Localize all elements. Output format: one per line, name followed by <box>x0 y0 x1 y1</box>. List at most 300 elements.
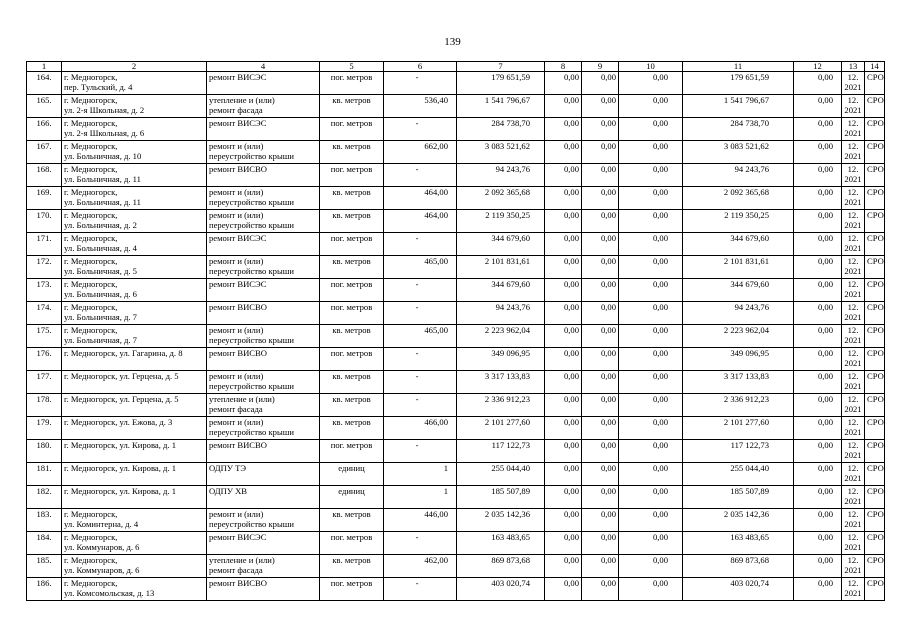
deadline-cell-text: 12. <box>847 210 859 220</box>
col10-cell-text: 0,00 <box>652 578 668 588</box>
volume-cell <box>384 187 457 210</box>
method-cell <box>865 72 885 95</box>
deadline-cell-text: 12. <box>847 95 859 105</box>
method-cell-text: СРО <box>867 118 884 128</box>
total-cost-cell-text: 2 223 962,04 <box>484 325 530 335</box>
work-type-cell-text: утепление и (или) <box>209 95 275 105</box>
unit-cell <box>320 72 384 95</box>
col12-cell-text: 0,00 <box>817 348 833 358</box>
col8-cell <box>545 72 582 95</box>
method-cell <box>865 164 885 187</box>
row-number-text: 170. <box>36 210 52 220</box>
method-cell-text: СРО <box>867 348 884 358</box>
col12-cell <box>794 578 842 601</box>
row-number <box>27 509 62 532</box>
column-header-1: 1 <box>27 62 62 72</box>
total-cost-cell <box>457 141 545 164</box>
col11-cell <box>683 302 794 325</box>
col8-cell <box>545 371 582 394</box>
address-cell <box>62 463 207 486</box>
work-type-cell-text: ремонт фасада <box>209 404 263 414</box>
col8-cell-text: 0,00 <box>563 164 579 174</box>
col9-cell <box>582 417 619 440</box>
row-number-text: 175. <box>36 325 52 335</box>
work-type-cell <box>207 417 320 440</box>
col9-cell-text: 0,00 <box>600 463 616 473</box>
deadline-cell <box>842 72 865 95</box>
unit-cell <box>320 348 384 371</box>
deadline-cell <box>842 555 865 578</box>
volume-cell <box>384 348 457 371</box>
deadline-cell-text: 12. <box>847 417 859 427</box>
deadline-cell-text: 2021 <box>844 243 862 253</box>
row-number <box>27 371 62 394</box>
col9-cell <box>582 532 619 555</box>
column-header-6: 6 <box>384 62 457 72</box>
volume-cell <box>384 578 457 601</box>
volume-cell <box>384 509 457 532</box>
method-cell-text: СРО <box>867 486 884 496</box>
col11-cell <box>683 417 794 440</box>
column-header-14: 14 <box>865 62 885 72</box>
unit-cell-text: пог. метров <box>330 578 373 588</box>
address-cell <box>62 394 207 417</box>
work-type-cell <box>207 279 320 302</box>
address-cell-text: ул. Коммунаров, д. 6 <box>64 565 140 575</box>
address-cell-text: ул. Больничная, д. 4 <box>64 243 137 253</box>
col10-cell-text: 0,00 <box>652 486 668 496</box>
volume-cell <box>384 555 457 578</box>
col12-cell <box>794 348 842 371</box>
deadline-cell-text: 2021 <box>844 128 862 138</box>
volume-cell <box>384 95 457 118</box>
method-cell <box>865 233 885 256</box>
col9-cell-text: 0,00 <box>600 233 616 243</box>
address-cell-text: ул. Больничная, д. 11 <box>64 197 141 207</box>
col10-cell-text: 0,00 <box>652 371 668 381</box>
table-row <box>27 394 885 417</box>
col10-cell <box>619 578 683 601</box>
address-cell <box>62 532 207 555</box>
total-cost-cell <box>457 532 545 555</box>
address-cell-text: ул. Больничная, д. 7 <box>64 312 137 322</box>
work-type-cell-text: переустройство крыши <box>209 381 294 391</box>
col12-cell <box>794 394 842 417</box>
col12-cell-text: 0,00 <box>817 302 833 312</box>
deadline-cell-text: 12. <box>847 371 859 381</box>
deadline-cell <box>842 141 865 164</box>
method-cell-text: СРО <box>867 95 884 105</box>
col10-cell-text: 0,00 <box>652 325 668 335</box>
work-type-cell <box>207 463 320 486</box>
unit-cell-text: кв. метров <box>332 187 371 197</box>
volume-cell-text: 1 <box>443 463 448 473</box>
col9-cell-text: 0,00 <box>600 210 616 220</box>
col10-cell-text: 0,00 <box>652 279 668 289</box>
work-type-cell-text: переустройство крыши <box>209 335 294 345</box>
col12-cell <box>794 486 842 509</box>
unit-cell-text: кв. метров <box>332 555 371 565</box>
method-cell <box>865 440 885 463</box>
address-cell-text: г. Медногорск, <box>64 95 118 105</box>
deadline-cell-text: 12. <box>847 118 859 128</box>
address-cell <box>62 72 207 95</box>
col11-cell <box>683 233 794 256</box>
work-type-cell <box>207 72 320 95</box>
table-row <box>27 348 885 371</box>
address-cell-text: ул. 2-я Школьная, д. 6 <box>64 128 145 138</box>
deadline-cell-text: 12. <box>847 532 859 542</box>
work-type-cell <box>207 486 320 509</box>
row-number-text: 185. <box>36 555 52 565</box>
work-type-cell <box>207 233 320 256</box>
row-number <box>27 578 62 601</box>
table-row <box>27 95 885 118</box>
page-number: 139 <box>444 36 461 48</box>
col10-cell <box>619 210 683 233</box>
col8-cell-text: 0,00 <box>563 72 579 82</box>
unit-cell-text: пог. метров <box>330 440 373 450</box>
col8-cell <box>545 486 582 509</box>
col12-cell-text: 0,00 <box>817 463 833 473</box>
col9-cell-text: 0,00 <box>600 555 616 565</box>
col8-cell <box>545 394 582 417</box>
address-cell-text: ул. 2-я Школьная, д. 2 <box>64 105 145 115</box>
address-cell-text: г. Медногорск, <box>64 302 118 312</box>
col8-cell-text: 0,00 <box>563 532 579 542</box>
col12-cell-text: 0,00 <box>817 578 833 588</box>
col10-cell-text: 0,00 <box>652 394 668 404</box>
method-cell <box>865 532 885 555</box>
total-cost-cell-text: 869 873,68 <box>491 555 530 565</box>
method-cell <box>865 302 885 325</box>
col9-cell <box>582 187 619 210</box>
col9-cell <box>582 463 619 486</box>
total-cost-cell-text: 185 507,89 <box>491 486 530 496</box>
method-cell <box>865 509 885 532</box>
col12-cell <box>794 417 842 440</box>
method-cell-text: СРО <box>867 302 884 312</box>
address-cell-text: г. Медногорск, <box>64 187 118 197</box>
col12-cell-text: 0,00 <box>817 118 833 128</box>
total-cost-cell <box>457 325 545 348</box>
col12-cell <box>794 233 842 256</box>
volume-cell-text: 462,00 <box>424 555 448 565</box>
deadline-cell <box>842 187 865 210</box>
deadline-cell-text: 12. <box>847 72 859 82</box>
row-number <box>27 555 62 578</box>
work-type-cell-text: ремонт и (или) <box>209 210 264 220</box>
method-cell-text: СРО <box>867 164 884 174</box>
work-type-cell-text: ремонт фасада <box>209 105 263 115</box>
method-cell <box>865 325 885 348</box>
volume-cell-text: - <box>415 348 419 358</box>
row-number <box>27 463 62 486</box>
total-cost-cell-text: 349 096,95 <box>491 348 530 358</box>
total-cost-cell-text: 1 541 796,67 <box>484 95 530 105</box>
address-cell-text: ул. Комсомольская, д. 13 <box>64 588 155 598</box>
total-cost-cell-text: 2 336 912,23 <box>484 394 530 404</box>
method-cell-text: СРО <box>867 532 884 542</box>
method-cell <box>865 578 885 601</box>
work-type-cell <box>207 509 320 532</box>
col8-cell <box>545 555 582 578</box>
row-number <box>27 532 62 555</box>
deadline-cell-text: 12. <box>847 256 859 266</box>
col10-cell <box>619 233 683 256</box>
row-number-text: 184. <box>36 532 52 542</box>
method-cell-text: СРО <box>867 463 884 473</box>
col10-cell-text: 0,00 <box>652 164 668 174</box>
address-cell <box>62 440 207 463</box>
address-cell-text: г. Медногорск, <box>64 256 118 266</box>
column-header-2: 2 <box>62 62 207 72</box>
address-cell-text: ул. Больничная, д. 11 <box>64 174 141 184</box>
col10-cell <box>619 532 683 555</box>
unit-cell-text: пог. метров <box>330 72 373 82</box>
address-cell <box>62 486 207 509</box>
deadline-cell-text: 2021 <box>844 519 862 529</box>
col12-cell <box>794 95 842 118</box>
volume-cell <box>384 371 457 394</box>
col12-cell-text: 0,00 <box>817 164 833 174</box>
col12-cell <box>794 532 842 555</box>
method-cell <box>865 417 885 440</box>
table-row <box>27 555 885 578</box>
col11-cell-text: 869 873,68 <box>730 555 769 565</box>
column-header-12: 12 <box>794 62 842 72</box>
col11-cell-text: 403 020,74 <box>730 578 769 588</box>
table-row <box>27 118 885 141</box>
col12-cell <box>794 325 842 348</box>
work-type-cell-text: переустройство крыши <box>209 427 294 437</box>
method-cell-text: СРО <box>867 72 884 82</box>
address-cell <box>62 279 207 302</box>
work-type-cell-text: ремонт ВИСЭС <box>209 72 267 82</box>
table-row <box>27 233 885 256</box>
column-header-5: 5 <box>320 62 384 72</box>
col9-cell <box>582 279 619 302</box>
row-number <box>27 417 62 440</box>
method-cell-text: СРО <box>867 440 884 450</box>
row-number <box>27 233 62 256</box>
total-cost-cell-text: 2 101 831,61 <box>484 256 530 266</box>
method-cell-text: СРО <box>867 578 884 588</box>
volume-cell <box>384 164 457 187</box>
address-cell <box>62 302 207 325</box>
work-type-cell-text: ремонт и (или) <box>209 187 264 197</box>
col10-cell <box>619 417 683 440</box>
total-cost-cell <box>457 256 545 279</box>
col8-cell <box>545 95 582 118</box>
unit-cell-text: единиц <box>338 486 365 496</box>
volume-cell-text: 446,00 <box>424 509 448 519</box>
work-type-cell-text: переустройство крыши <box>209 519 294 529</box>
total-cost-cell <box>457 440 545 463</box>
total-cost-cell-text: 94 243,76 <box>495 164 530 174</box>
column-header-9: 9 <box>582 62 619 72</box>
col8-cell-text: 0,00 <box>563 509 579 519</box>
volume-cell-text: 1 <box>443 486 448 496</box>
deadline-cell-text: 12. <box>847 302 859 312</box>
col11-cell-text: 2 092 365,68 <box>723 187 769 197</box>
deadline-cell <box>842 325 865 348</box>
deadline-cell-text: 12. <box>847 187 859 197</box>
volume-cell <box>384 486 457 509</box>
col10-cell <box>619 555 683 578</box>
address-cell-text: г. Медногорск, ул. Кирова, д. 1 <box>64 463 176 473</box>
address-cell-text: г. Медногорск, <box>64 210 118 220</box>
work-type-cell-text: ремонт ВИСВО <box>209 440 267 450</box>
work-type-cell <box>207 118 320 141</box>
col8-cell-text: 0,00 <box>563 95 579 105</box>
table-body <box>27 72 885 601</box>
total-cost-cell <box>457 187 545 210</box>
col9-cell <box>582 141 619 164</box>
col8-cell <box>545 417 582 440</box>
col12-cell <box>794 118 842 141</box>
volume-cell-text: - <box>415 302 419 312</box>
volume-cell-text: - <box>415 118 419 128</box>
col12-cell <box>794 555 842 578</box>
deadline-cell-text: 2021 <box>844 289 862 299</box>
deadline-cell-text: 2021 <box>844 174 862 184</box>
volume-cell-text: 464,00 <box>424 187 448 197</box>
method-cell-text: СРО <box>867 371 884 381</box>
col11-cell <box>683 325 794 348</box>
col9-cell-text: 0,00 <box>600 302 616 312</box>
deadline-cell-text: 2021 <box>844 381 862 391</box>
deadline-cell-text: 12. <box>847 509 859 519</box>
unit-cell <box>320 509 384 532</box>
col9-cell <box>582 555 619 578</box>
col9-cell <box>582 164 619 187</box>
row-number <box>27 118 62 141</box>
col10-cell <box>619 187 683 210</box>
deadline-cell-text: 2021 <box>844 105 862 115</box>
col9-cell <box>582 394 619 417</box>
col11-cell-text: 94 243,76 <box>734 302 769 312</box>
col8-cell <box>545 233 582 256</box>
col10-cell <box>619 463 683 486</box>
volume-cell <box>384 417 457 440</box>
row-number-text: 180. <box>36 440 52 450</box>
work-type-cell-text: ремонт и (или) <box>209 417 264 427</box>
col10-cell-text: 0,00 <box>652 532 668 542</box>
column-number-header-row <box>27 62 885 72</box>
col8-cell <box>545 463 582 486</box>
col11-cell <box>683 279 794 302</box>
method-cell-text: СРО <box>867 394 884 404</box>
volume-cell-text: - <box>415 164 419 174</box>
row-number-text: 176. <box>36 348 52 358</box>
col8-cell-text: 0,00 <box>563 302 579 312</box>
unit-cell <box>320 210 384 233</box>
col9-cell-text: 0,00 <box>600 417 616 427</box>
col9-cell <box>582 72 619 95</box>
volume-cell <box>384 302 457 325</box>
volume-cell-text: 465,00 <box>424 325 448 335</box>
col12-cell-text: 0,00 <box>817 486 833 496</box>
col12-cell-text: 0,00 <box>817 509 833 519</box>
col12-cell-text: 0,00 <box>817 256 833 266</box>
row-number <box>27 95 62 118</box>
row-number <box>27 325 62 348</box>
row-number <box>27 348 62 371</box>
deadline-cell <box>842 394 865 417</box>
volume-cell-text: - <box>415 279 419 289</box>
unit-cell-text: кв. метров <box>332 95 371 105</box>
address-cell <box>62 348 207 371</box>
col11-cell-text: 185 507,89 <box>730 486 769 496</box>
address-cell-text: ул. Коммунаров, д. 6 <box>64 542 140 552</box>
deadline-cell-text: 2021 <box>844 588 862 598</box>
col11-cell-text: 2 119 350,25 <box>724 210 769 220</box>
unit-cell-text: кв. метров <box>332 509 371 519</box>
deadline-cell <box>842 233 865 256</box>
col12-cell-text: 0,00 <box>817 440 833 450</box>
deadline-cell-text: 2021 <box>844 565 862 575</box>
unit-cell <box>320 325 384 348</box>
total-cost-cell-text: 344 679,60 <box>491 279 530 289</box>
col11-cell <box>683 463 794 486</box>
total-cost-cell <box>457 302 545 325</box>
col8-cell <box>545 141 582 164</box>
method-cell-text: СРО <box>867 141 884 151</box>
deadline-cell-text: 2021 <box>844 450 862 460</box>
work-type-cell-text: ремонт ВИСЭС <box>209 118 267 128</box>
table-row <box>27 371 885 394</box>
col8-cell-text: 0,00 <box>563 394 579 404</box>
row-number <box>27 210 62 233</box>
table-row <box>27 256 885 279</box>
deadline-cell-text: 12. <box>847 578 859 588</box>
volume-cell-text: - <box>415 371 419 381</box>
address-cell <box>62 210 207 233</box>
col9-cell-text: 0,00 <box>600 578 616 588</box>
col11-cell <box>683 555 794 578</box>
col12-cell-text: 0,00 <box>817 532 833 542</box>
unit-cell <box>320 233 384 256</box>
col8-cell-text: 0,00 <box>563 555 579 565</box>
col11-cell-text: 284 738,70 <box>730 118 769 128</box>
deadline-cell <box>842 440 865 463</box>
col8-cell-text: 0,00 <box>563 578 579 588</box>
col11-cell <box>683 394 794 417</box>
col11-cell <box>683 187 794 210</box>
col12-cell-text: 0,00 <box>817 233 833 243</box>
unit-cell-text: единиц <box>338 463 365 473</box>
col10-cell <box>619 325 683 348</box>
address-cell-text: г. Медногорск, <box>64 555 118 565</box>
col9-cell-text: 0,00 <box>600 509 616 519</box>
row-number-text: 173. <box>36 279 52 289</box>
col12-cell-text: 0,00 <box>817 555 833 565</box>
work-type-cell <box>207 348 320 371</box>
address-cell-text: г. Медногорск, ул. Герцена, д. 5 <box>64 394 179 404</box>
col8-cell <box>545 509 582 532</box>
total-cost-cell <box>457 72 545 95</box>
col11-cell <box>683 141 794 164</box>
work-type-cell <box>207 394 320 417</box>
address-cell <box>62 578 207 601</box>
total-cost-cell-text: 3 083 521,62 <box>484 141 530 151</box>
address-cell-text: г. Медногорск, <box>64 233 118 243</box>
address-cell <box>62 187 207 210</box>
col12-cell-text: 0,00 <box>817 417 833 427</box>
work-type-cell-text: утепление и (или) <box>209 555 275 565</box>
unit-cell-text: пог. метров <box>330 279 373 289</box>
